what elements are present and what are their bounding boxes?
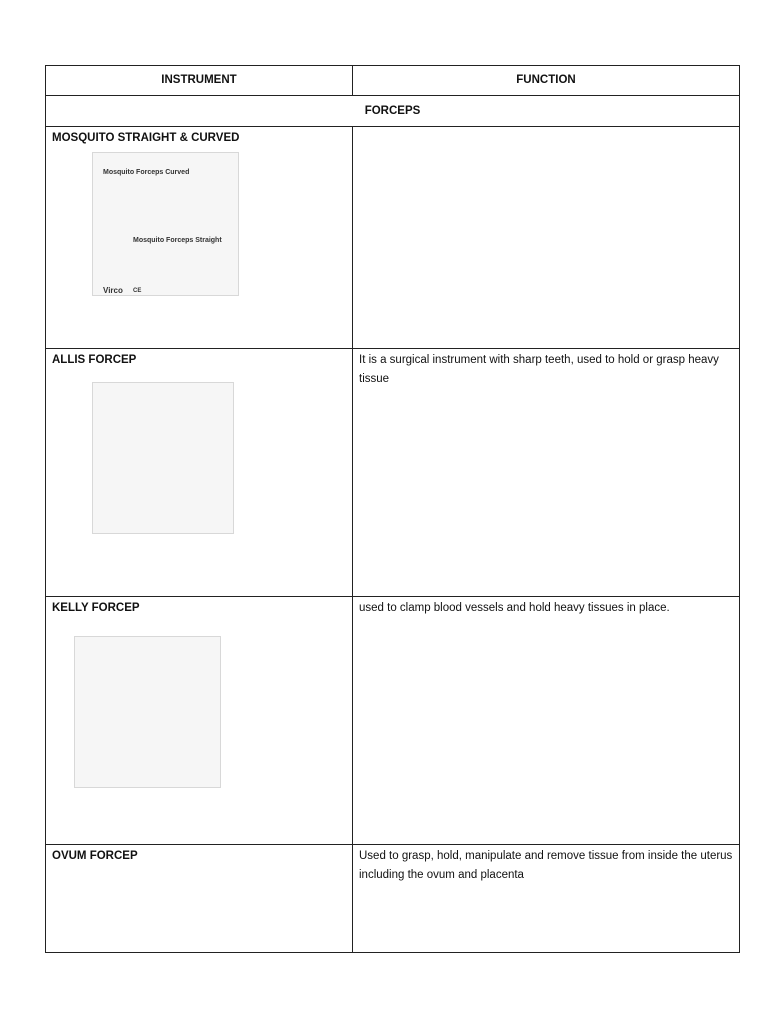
section-title: FORCEPS: [364, 105, 421, 117]
instrument-name: ALLIS FORCEP: [52, 354, 137, 366]
instrument-cell: [46, 597, 353, 844]
instrument-cell: [46, 349, 353, 596]
function-cell: used to clamp blood vessels and hold heavy tissues in place.: [359, 602, 670, 614]
allis-forceps-image: [92, 382, 234, 534]
instrument-name: KELLY FORCEP: [52, 602, 140, 614]
mosquito-forceps-image: [92, 152, 239, 296]
section-row: [46, 96, 739, 127]
function-cell: Used to grasp, hold, manipulate and remove tissue from inside the uterus including the ovum and placenta: [359, 850, 733, 881]
ce-mark: CE: [133, 288, 142, 294]
instrument-cell: [46, 127, 353, 348]
instrument-name: OVUM FORCEP: [52, 850, 138, 862]
table-header-row: [46, 66, 739, 96]
brand-logo-text: Virco: [103, 286, 123, 295]
image-label-curved: Mosquito Forceps Curved: [103, 169, 190, 176]
instrument-column-header: INSTRUMENT: [46, 66, 353, 95]
function-column-header: FUNCTION: [516, 74, 576, 86]
function-cell: It is a surgical instrument with sharp teeth, used to hold or grasp heavy tissue: [359, 354, 719, 385]
table-row: [46, 349, 739, 597]
kelly-forceps-image: [74, 636, 221, 788]
instrument-name: MOSQUITO STRAIGHT & CURVED: [52, 132, 240, 144]
table-row: [46, 845, 739, 952]
instrument-cell: [46, 845, 353, 952]
image-label-straight: Mosquito Forceps Straight: [133, 237, 222, 244]
table-row: [46, 597, 739, 845]
instrument-table: [45, 65, 740, 953]
table-row: [46, 127, 739, 349]
function-cell: [353, 127, 739, 348]
